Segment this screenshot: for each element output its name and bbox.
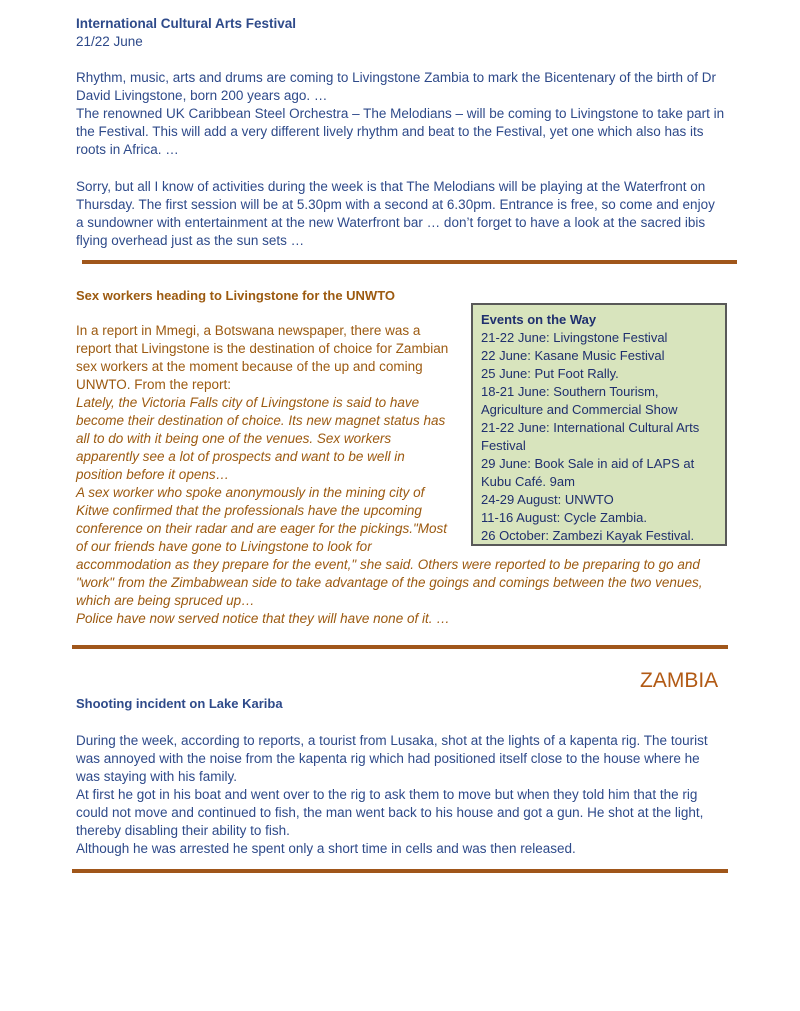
- event-item: 18-21 June: Southern Tourism,: [481, 384, 659, 399]
- kariba-paragraph: [76, 732, 708, 858]
- text-line: conference on their radar and are eager for the pickings."Most: [76, 521, 447, 536]
- festival-paragraph-1: [76, 69, 724, 159]
- event-item: Agriculture and Commercial Show: [481, 402, 678, 417]
- text-line: A sex worker who spoke anonymously in the mining city of: [76, 485, 425, 500]
- sexworkers-title: Sex workers heading to Livingstone for the UNWTO: [76, 288, 396, 303]
- event-item: 24-29 August: UNWTO: [481, 492, 614, 507]
- text-line: Although he was arrested he spent only a short time in cells and was then released.: [76, 841, 576, 856]
- text-line: Sorry, but all I know of activities during the week is that The Melodians will be playing at the Waterfront on: [76, 179, 706, 194]
- text-line: Kitwe confirmed that the professionals have the upcoming: [76, 503, 422, 518]
- text-line: roots in Africa. …: [76, 142, 179, 157]
- text-line: was annoyed with the noise from the kapenta rig which had positioned itself close to the house where he: [76, 751, 700, 766]
- text-line: the Festival. This will add a very different lively rhythm and beat to the Festival, yet one which also has its: [76, 124, 704, 139]
- kariba-title: Shooting incident on Lake Kariba: [76, 696, 283, 711]
- event-item: 25 June: Put Foot Rally.: [481, 366, 619, 381]
- text-line: During the week, according to reports, a tourist from Lusaka, shot at the lights of a kapenta rig. The tourist: [76, 733, 708, 748]
- text-line: "work" from the Zimbabwean side to take advantage of the goings and comings between the two venues,: [76, 575, 703, 590]
- event-item: 11-16 August: Cycle Zambia.: [481, 510, 647, 525]
- event-item: 26 October: Zambezi Kayak Festival.: [481, 528, 695, 543]
- text-line: of our friends have gone to Livingstone to look for: [76, 539, 372, 554]
- text-line: The renowned UK Caribbean Steel Orchestra – The Melodians – will be coming to Livingstone to take part in: [76, 106, 725, 121]
- text-line: which are being spruced up…: [76, 593, 255, 608]
- event-item: 22 June: Kasane Music Festival: [481, 348, 665, 363]
- text-line: In a report in Mmegi, a Botswana newspaper, there was a: [76, 323, 421, 338]
- text-line: flying overhead just as the sun sets …: [76, 233, 305, 248]
- text-line: thereby disabling their ability to fish.: [76, 823, 290, 838]
- text-line: all to do with it being one of the venues. Sex workers: [76, 431, 392, 446]
- event-item: Kubu Café. 9am: [481, 474, 575, 489]
- events-sidebar-box: [471, 303, 727, 546]
- text-line: accommodation as they prepare for the event," she said. Others were reported to be preparing to go and: [76, 557, 700, 572]
- event-item: 21-22 June: International Cultural Arts: [481, 420, 700, 435]
- text-line: position before it opens…: [76, 467, 230, 482]
- country-heading: ZAMBIA: [640, 669, 719, 692]
- events-title: Events on the Way: [481, 312, 597, 327]
- text-line: UNWTO. From the report:: [76, 377, 232, 392]
- festival-date: 21/22 June: [76, 34, 143, 49]
- text-line: Rhythm, music, arts and drums are coming to Livingstone Zambia to mark the Bicentenary of the birth of Dr: [76, 70, 717, 85]
- text-line: was staying with his family.: [76, 769, 238, 784]
- text-line: apparently see a lot of prospects and want to be well in: [76, 449, 405, 464]
- text-line: sex workers at the moment because of the up and coming: [76, 359, 423, 374]
- text-line: Thursday. The first session will be at 5.30pm with a second at 6.30pm. Entrance is free, so come and enjoy: [76, 197, 715, 212]
- text-line: David Livingstone, born 200 years ago. …: [76, 88, 328, 103]
- text-line: Police have now served notice that they will have none of it. …: [76, 611, 450, 626]
- text-line: Lately, the Victoria Falls city of Livingstone is said to have: [76, 395, 420, 410]
- event-item: 21-22 June: Livingstone Festival: [481, 330, 668, 345]
- section-divider: [72, 645, 728, 649]
- event-item: 29 June: Book Sale in aid of LAPS at: [481, 456, 695, 471]
- text-line: become their destination of choice. Its new magnet status has: [76, 413, 446, 428]
- text-line: report that Livingstone is the destination of choice for Zambian: [76, 341, 449, 356]
- festival-title: International Cultural Arts Festival: [76, 16, 297, 31]
- event-item: Festival: [481, 438, 526, 453]
- events-list: [481, 329, 717, 545]
- section-divider: [82, 260, 737, 264]
- text-line: At first he got in his boat and went over to the rig to ask them to move but when they told him that the rig: [76, 787, 698, 802]
- text-line: could not move and continued to fish, the man went back to his house and got a gun. He shot at the light,: [76, 805, 704, 820]
- sexworkers-intro: [76, 322, 448, 394]
- text-line: a sundowner with entertainment at the new Waterfront bar … don’t forget to have a look at the sacred ibis: [76, 215, 706, 230]
- festival-paragraph-2: [76, 178, 715, 250]
- section-divider: [72, 869, 728, 873]
